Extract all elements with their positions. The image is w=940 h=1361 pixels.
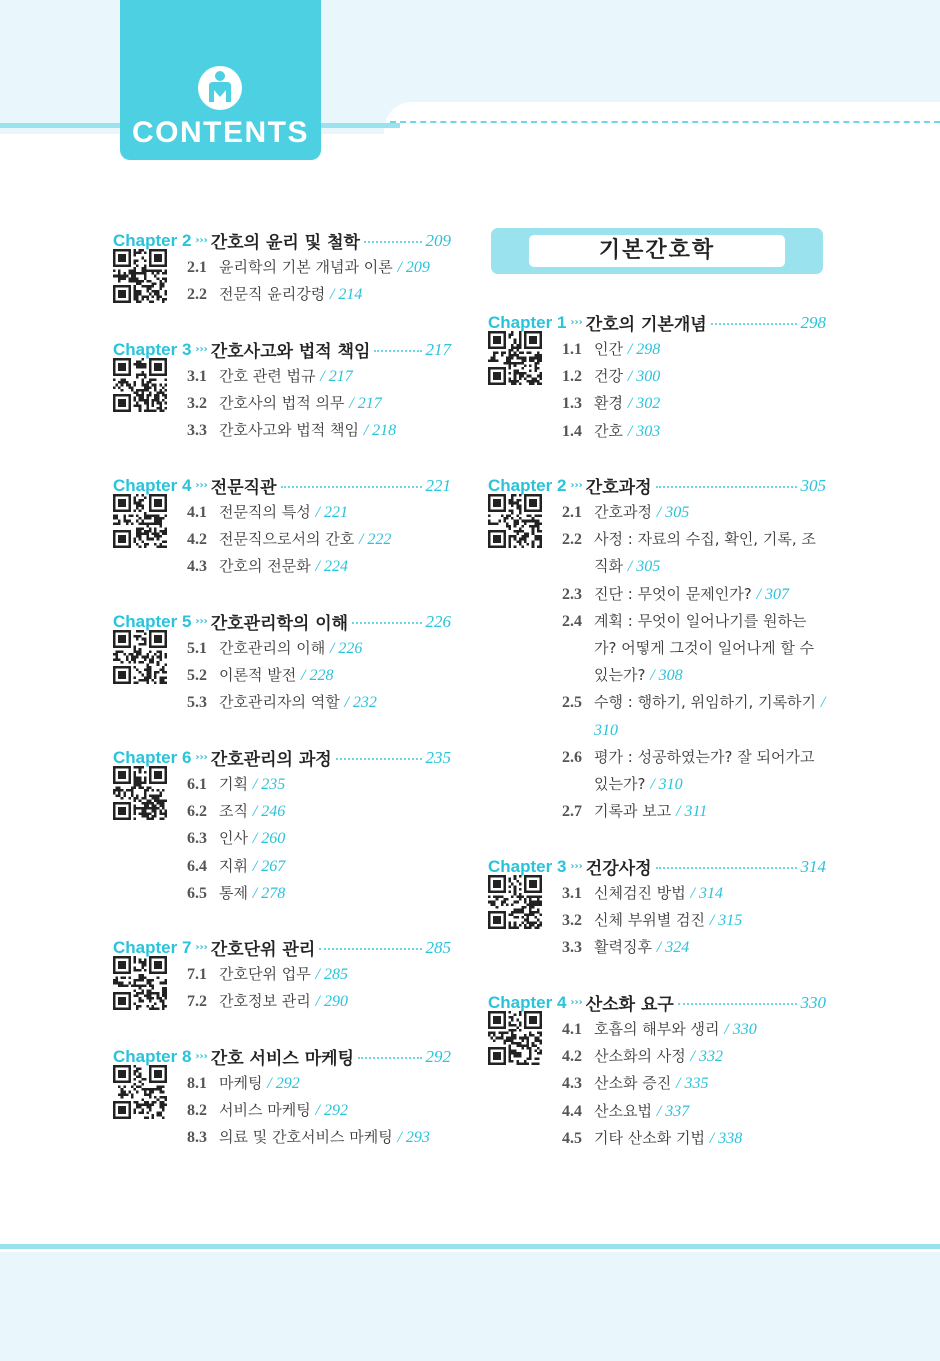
section-title: 간호과정 [594,503,652,521]
chapter-title: 전문직관 [210,478,277,498]
chapter-title: 간호의 윤리 및 철학 [210,233,360,253]
section-title: 기록과 보고 [594,802,672,821]
section-item[interactable] [187,662,451,689]
section-text-wrap [594,363,826,390]
section-number: 4.2 [562,1048,582,1066]
section-number: 6.2 [187,803,207,821]
chapter-label: Chapter 4 [113,475,192,495]
chapter-label: Chapter 6 [113,747,192,767]
section-item[interactable] [187,526,451,553]
section-title: 전문직으로서의 간호 [219,530,355,549]
section-page: / 224 [315,558,348,576]
section-list [187,1070,451,1152]
section-number: 4.3 [562,1075,582,1093]
section-number: 6.3 [187,830,207,848]
chapter-title: 간호의 기본개념 [585,315,707,335]
section-title: 신체 부위별 검진 [594,911,705,930]
section-number: 1.2 [562,368,582,386]
section-page: / 330 [724,1021,757,1038]
section-item[interactable] [187,880,451,907]
section-item[interactable] [187,853,451,880]
section-page: / 332 [690,1048,723,1066]
chapter-page: 305 [800,475,826,495]
section-item[interactable] [562,363,826,390]
qr-code-icon[interactable] [113,358,167,412]
section-text-wrap [219,689,451,716]
footer-rule [0,1244,940,1249]
section-item[interactable] [562,934,826,961]
section-text-wrap [594,390,826,417]
section-title: 계획 : 무엇이 일어나기를 원하는가? 어떻게 그것이 일어나게 할 수 있는가? [594,611,815,685]
section-text-wrap [219,417,451,444]
section-page: / 222 [358,531,392,549]
section-item[interactable] [187,1124,451,1151]
section-page: / 305 [627,558,661,576]
section-number: 1.3 [562,395,582,413]
section-page: / 338 [709,1129,743,1147]
section-title: 진단 : 무엇이 문제인가? [594,584,752,603]
dotted-leader [711,323,797,325]
section-text-wrap [594,581,826,608]
section-page: / 232 [344,694,377,712]
section-page: / 305 [656,504,690,521]
chapter-label: Chapter 8 [113,1046,192,1066]
section-list [187,961,451,1015]
section-page: / 278 [252,884,286,902]
section-item[interactable] [187,635,451,662]
section-text-wrap [594,907,826,934]
section-text-wrap [594,1016,826,1043]
section-item[interactable] [187,553,451,580]
section-page: / 217 [320,368,353,385]
section-item[interactable] [562,336,826,363]
section-text-wrap [594,526,826,580]
dotted-leader [656,867,797,869]
section-title: 이론적 발전 [219,666,297,685]
section-page: / 285 [315,966,348,983]
chapter-label: Chapter 4 [488,992,567,1012]
section-number: 3.1 [187,368,207,385]
chevrons-icon: ››› [195,480,208,491]
chapter-label: Chapter 1 [488,312,567,332]
chevrons-icon: ››› [195,942,208,953]
dotted-leader [678,1003,797,1005]
section-title: 전문직 윤리강령 [219,285,326,304]
section-title: 서비스 마케팅 [219,1101,311,1120]
section-number: 2.5 [562,694,582,712]
chapter-page: 285 [425,937,451,957]
header-dashed-rule [390,121,940,123]
section-item[interactable] [562,499,826,526]
section-text-wrap [219,254,451,281]
section-title: 건강 [594,367,623,386]
section-page: / 324 [656,939,690,957]
section-item[interactable] [562,1043,826,1070]
section-text-wrap [219,1124,451,1151]
section-title: 간호 [594,421,623,440]
section-title: 사정 : 자료의 수집, 확인, 기록, 조직화 [594,530,816,576]
section-title: 지휘 [219,856,248,875]
footer-background [0,1252,940,1361]
section-number: 8.2 [187,1102,207,1120]
chapter-title: 간호 서비스 마케팅 [210,1049,355,1069]
section-page: / 246 [252,803,286,821]
section-page: / 335 [676,1075,709,1093]
section-page: / 308 [650,667,683,685]
chapter-title: 간호사고와 법적 책임 [210,342,371,362]
section-page: / 307 [756,585,789,603]
section-page: / 303 [627,422,661,440]
qr-code-icon[interactable] [113,630,167,684]
chapter-label: Chapter 3 [488,856,567,876]
section-item[interactable] [187,281,451,308]
section-number: 4.3 [187,558,207,576]
chapter-title: 건강사정 [585,859,652,879]
section-number: 2.7 [562,803,582,821]
section-text-wrap [219,1070,451,1097]
section-text-wrap [594,418,826,445]
section-page: / 337 [656,1102,690,1120]
section-text-wrap [219,771,451,798]
chapter-page: 314 [800,856,826,876]
section-item[interactable] [562,907,826,934]
section-list [187,771,451,907]
section-number: 4.5 [562,1129,582,1147]
section-text-wrap [219,988,451,1015]
section-title: 기타 산소화 기법 [594,1128,705,1147]
section-item[interactable] [187,499,451,526]
chevrons-icon: ››› [570,480,583,491]
section-page: / 292 [267,1075,300,1092]
section-number: 3.2 [562,912,582,930]
section-text-wrap [219,1097,451,1124]
chevrons-icon: ››› [195,616,208,627]
section-title: 산소화의 사정 [594,1047,686,1066]
section-item[interactable] [562,1070,826,1097]
section-list [187,499,451,581]
section-page: / 302 [627,395,661,413]
qr-code-icon[interactable] [113,249,167,303]
section-item[interactable] [562,1016,826,1043]
section-text-wrap [219,363,451,390]
section-number: 2.1 [562,504,582,521]
toc-chapter[interactable] [113,608,451,717]
section-title: 윤리학의 기본 개념과 이론 [219,258,393,276]
section-text-wrap [219,390,451,417]
section-number: 1.4 [562,422,582,440]
section-page: / 235 [252,776,286,793]
section-text-wrap [594,1070,826,1097]
section-item[interactable] [562,1098,826,1125]
section-title: 인사 [219,829,248,848]
section-number: 4.1 [187,504,207,521]
section-text-wrap [594,1125,826,1152]
chevrons-icon: ››› [195,235,208,246]
section-number: 2.6 [562,748,582,766]
chevrons-icon: ››› [195,1051,208,1062]
chapter-label: Chapter 3 [113,339,192,359]
section-item[interactable] [562,581,826,608]
dotted-leader [374,350,421,352]
section-number: 1.1 [562,341,582,358]
section-title: 마케팅 [219,1074,263,1092]
section-item[interactable] [187,798,451,825]
dotted-leader [358,1057,421,1059]
section-text-wrap [594,880,826,907]
section-text-wrap [219,798,451,825]
section-text-wrap [594,934,826,961]
qr-code-icon[interactable] [488,1011,542,1065]
section-number: 6.1 [187,776,207,793]
section-title: 간호의 전문화 [219,557,311,576]
section-list [562,1016,826,1152]
section-text-wrap [594,1098,826,1125]
section-title: 간호정보 관리 [219,992,311,1011]
toc-chapter[interactable] [113,336,451,445]
section-text-wrap [594,744,826,798]
section-text-wrap [219,635,451,662]
toc-chapter[interactable] [488,472,826,825]
section-item[interactable] [187,825,451,852]
section-item[interactable] [187,390,451,417]
qr-code-icon[interactable] [113,494,167,548]
section-item[interactable] [187,417,451,444]
toc-chapter[interactable] [113,227,451,308]
section-item[interactable] [187,254,451,281]
section-list [562,499,826,825]
section-text-wrap [219,553,451,580]
section-item[interactable] [187,363,451,390]
section-page: / 314 [690,885,723,902]
section-item[interactable] [187,689,451,716]
qr-code-icon[interactable] [488,875,542,929]
chapter-label: Chapter 5 [113,611,192,631]
section-number: 3.3 [187,422,207,440]
section-page: / 217 [349,395,382,413]
section-item[interactable] [562,1125,826,1152]
qr-code-icon[interactable] [113,956,167,1010]
chapter-label: Chapter 2 [488,475,567,495]
section-title: 간호사고와 법적 책임 [219,421,359,440]
qr-code-icon[interactable] [488,331,542,385]
section-title: 조직 [219,802,248,821]
section-number: 5.2 [187,667,207,685]
section-text-wrap [594,798,826,825]
section-number: 3.3 [562,939,582,957]
section-item[interactable] [562,744,826,798]
section-title: 간호단위 업무 [219,965,311,983]
chapter-label: Chapter 7 [113,937,192,957]
section-text-wrap [219,880,451,907]
qr-code-icon[interactable] [113,1065,167,1119]
chapter-page: 292 [425,1046,451,1066]
section-number: 7.2 [187,993,207,1011]
section-number: 3.2 [187,395,207,413]
dotted-leader [364,241,422,243]
section-text-wrap [594,336,826,363]
section-title: 활력징후 [594,938,652,957]
section-title: 간호관리자의 역할 [219,693,340,712]
chapter-label: Chapter 2 [113,230,192,250]
chapter-title: 간호관리학의 이해 [210,614,349,634]
person-m-logo-icon [196,64,244,112]
section-title: 기획 [219,775,248,793]
dotted-leader [656,486,797,488]
chapter-title: 산소화 요구 [585,995,674,1015]
chevrons-icon: ››› [570,997,583,1008]
toc-chapter[interactable] [488,309,826,445]
dotted-leader [319,948,421,950]
toc-chapter[interactable] [113,1043,451,1152]
qr-code-icon[interactable] [488,494,542,548]
section-number: 8.3 [187,1129,207,1147]
section-number: 7.1 [187,966,207,983]
section-text-wrap [219,526,451,553]
section-page: / 260 [252,830,286,848]
section-page: / 311 [676,803,708,821]
section-number: 5.1 [187,640,207,657]
section-title: 산소요법 [594,1101,652,1120]
section-number: 2.1 [187,259,207,276]
section-text-wrap [219,662,451,689]
section-text-wrap [594,499,826,526]
section-text-wrap [594,689,826,743]
chapter-page: 226 [425,611,451,631]
section-banner [491,228,823,274]
section-item[interactable] [187,988,451,1015]
section-page: / 310 [594,694,826,739]
chevrons-icon: ››› [570,317,583,328]
section-item[interactable] [562,880,826,907]
chevrons-icon: ››› [195,344,208,355]
section-text-wrap [219,825,451,852]
chapter-title: 간호과정 [585,478,652,498]
section-item[interactable] [187,1097,451,1124]
section-title: 간호사의 법적 의무 [219,394,345,413]
section-text-wrap [219,853,451,880]
chapter-page: 221 [425,475,451,495]
section-text-wrap [594,608,826,690]
section-page: / 228 [301,667,334,685]
section-list [562,880,826,962]
toc-chapter[interactable] [113,934,451,1015]
section-list [187,363,451,445]
dotted-leader [336,758,422,760]
section-banner-title: 기본간호학 [529,235,785,267]
section-page: / 292 [315,1102,348,1120]
section-page: / 310 [650,775,683,793]
dotted-leader [281,486,422,488]
section-title: 수행 : 행하기, 위임하기, 기록하기 [594,693,817,712]
section-page: / 315 [709,912,743,930]
section-text-wrap [219,281,451,308]
contents-title: CONTENTS [132,116,309,149]
dotted-leader [352,622,421,624]
section-title: 산소화 증진 [594,1074,672,1093]
section-number: 3.1 [562,885,582,902]
section-page: / 221 [315,504,348,521]
section-item[interactable] [562,526,826,580]
section-page: / 298 [627,341,661,358]
section-number: 5.3 [187,694,207,712]
qr-code-icon[interactable] [113,766,167,820]
section-title: 간호 관련 법규 [219,367,316,385]
toc-chapter[interactable] [488,989,826,1152]
section-item[interactable] [562,390,826,417]
section-list [187,635,451,717]
chapter-title: 간호단위 관리 [210,940,316,960]
toc-chapter[interactable] [113,744,451,907]
section-text-wrap [219,961,451,988]
section-page: / 218 [363,422,397,440]
section-number: 2.2 [562,531,582,549]
chevrons-icon: ››› [570,861,583,872]
section-page: / 293 [397,1129,430,1147]
section-text-wrap [219,499,451,526]
section-page: / 290 [315,993,348,1011]
section-title: 환경 [594,394,623,413]
section-item[interactable] [187,771,451,798]
section-item[interactable] [562,798,826,825]
section-page: / 209 [397,259,430,276]
section-number: 8.1 [187,1075,207,1092]
section-page: / 267 [252,857,286,875]
section-title: 전문직의 특성 [219,503,311,521]
section-item[interactable] [187,961,451,988]
chapter-page: 209 [425,230,451,250]
section-item[interactable] [562,608,826,690]
section-page: / 300 [627,368,661,386]
chapter-title: 간호관리의 과정 [210,750,332,770]
chevrons-icon: ››› [195,752,208,763]
section-title: 간호관리의 이해 [219,639,326,657]
section-page: / 226 [329,640,363,657]
section-title: 통제 [219,883,248,902]
section-text-wrap [594,1043,826,1070]
section-list [562,336,826,445]
section-item[interactable] [562,418,826,445]
section-item[interactable] [562,689,826,743]
section-number: 2.2 [187,286,207,304]
chapter-page: 298 [800,312,826,332]
chapter-page: 217 [425,339,451,359]
section-number: 2.4 [562,612,582,630]
section-title: 신체검진 방법 [594,884,686,902]
section-number: 4.1 [562,1021,582,1038]
section-number: 4.2 [187,531,207,549]
header-curve [384,102,940,134]
section-number: 6.5 [187,884,207,902]
section-title: 인간 [594,340,623,358]
section-page: / 214 [329,286,363,304]
section-title: 호흡의 해부와 생리 [594,1020,720,1038]
chapter-page: 330 [800,992,826,1012]
section-number: 2.3 [562,585,582,603]
section-title: 평가 : 성공하였는가? 잘 되어가고 있는가? [594,747,815,793]
chapter-page: 235 [425,747,451,767]
section-number: 4.4 [562,1102,582,1120]
section-number: 6.4 [187,857,207,875]
toc-chapter[interactable] [488,853,826,962]
section-item[interactable] [187,1070,451,1097]
section-title: 의료 및 간호서비스 마케팅 [219,1128,393,1147]
toc-chapter[interactable] [113,472,451,581]
section-list [187,254,451,308]
